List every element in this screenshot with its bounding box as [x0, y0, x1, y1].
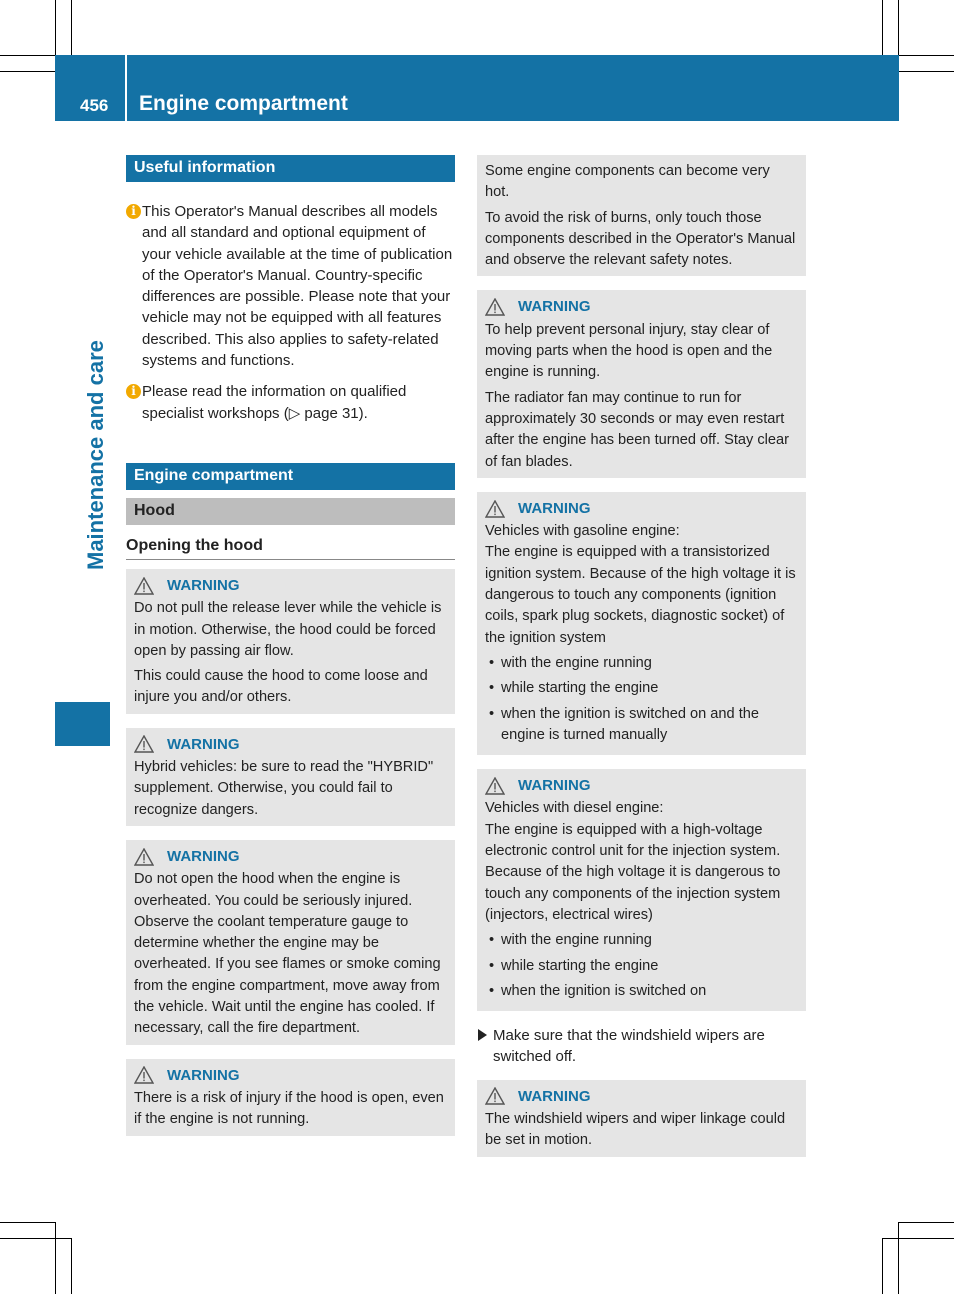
crop-mark	[0, 55, 56, 56]
page-title: Engine compartment	[139, 92, 348, 115]
left-column	[126, 155, 455, 1136]
list-item: • while starting the engine	[485, 678, 798, 699]
crop-mark	[898, 71, 954, 72]
info-paragraph	[126, 201, 455, 371]
warning-text: To help prevent personal injury, stay clear of moving parts when the hood is open and the engine is running.	[485, 321, 773, 381]
warning-triangle-icon	[485, 298, 505, 316]
warning-label: WARNING	[167, 735, 240, 753]
crop-mark	[55, 0, 56, 56]
subheading-opening-the-hood: Opening the hood	[126, 537, 455, 560]
warning-text: The windshield wipers and wiper linkage could be set in motion.	[485, 1110, 786, 1149]
warning-triangle-icon	[485, 777, 505, 795]
page-number: 456	[80, 96, 109, 115]
header-divider	[125, 55, 127, 121]
warning-box	[126, 728, 455, 826]
warning-triangle-icon	[134, 735, 154, 753]
warning-text: This could cause the hood to come loose and injure you and/or others.	[134, 668, 428, 706]
step-text: Make sure that the windshield wipers are switched off.	[493, 1027, 765, 1066]
info-text: Please read the information on qualified specialist workshops (▷ page 31).	[142, 383, 407, 422]
crop-mark	[71, 1238, 72, 1294]
crop-mark	[882, 1238, 883, 1294]
warning-text: Hybrid vehicles: be sure to read the "HYBRID" supplement. Otherwise, you could fail to recognize dangers.	[134, 759, 434, 818]
warning-heading	[134, 1065, 447, 1086]
warning-heading	[485, 1086, 798, 1107]
warning-heading	[485, 296, 798, 317]
warning-text: Some engine components can become very hot.	[485, 163, 770, 201]
bullet-list	[485, 930, 798, 1002]
crop-mark	[898, 1222, 954, 1223]
warning-heading	[134, 575, 447, 596]
warning-triangle-icon	[485, 1087, 505, 1105]
warning-text: Do not open the hood when the engine is overheated. You could be seriously injured. Observe the coolant temperature gauge to determine whether the engine may be overheated. If you see flames or smoke coming from the engine compartment, move away from the vehicle. Wait until the engine has cooled. If necessary, call the fire department.	[134, 871, 441, 1037]
section-heading-engine-compartment: Engine compartment	[126, 463, 455, 490]
step-arrow-icon	[478, 1029, 487, 1041]
subsection-heading-hood: Hood	[126, 498, 455, 525]
info-text: This Operator's Manual describes all models and all standard and optional equipment of your vehicle available at the time of publication of the Operator's Manual. Country-specific differences are possible. Please note that your vehicle may not be equipped with all features described. This also applies to safety-related systems and functions.	[142, 203, 453, 370]
warning-label: WARNING	[167, 847, 240, 865]
warning-box	[477, 290, 806, 477]
instruction-step	[477, 1025, 806, 1068]
crop-mark	[71, 0, 72, 56]
warning-text: The engine is equipped with a transistorized ignition system. Because of the high voltage it is dangerous to touch any components (ignition coils, spark plug sockets, diagnostic socket) of the ignition system	[485, 544, 796, 646]
crop-mark	[0, 1222, 56, 1223]
warning-continuation-box	[477, 155, 806, 276]
warning-text: The radiator fan may continue to run for approximately 30 seconds or may even restart after the engine has been turned off. Stay clear of fan blades.	[485, 389, 789, 470]
warning-label: WARNING	[518, 298, 591, 316]
warning-text: Vehicles with diesel engine:	[485, 800, 664, 817]
warning-triangle-icon	[134, 577, 154, 595]
warning-box	[477, 1080, 806, 1157]
crop-mark	[882, 1238, 954, 1239]
warning-label: WARNING	[167, 1066, 240, 1084]
warning-label: WARNING	[518, 777, 591, 795]
bullet-list	[485, 653, 798, 746]
warning-triangle-icon	[134, 848, 154, 866]
crop-mark	[898, 55, 954, 56]
warning-box	[477, 769, 806, 1011]
warning-text: The engine is equipped with a high-voltage electronic control unit for the injection system. Because of the high voltage it is dangerous to touch any components of the injection system (injectors, electrical wires)	[485, 821, 781, 923]
warning-box	[477, 492, 806, 755]
warning-heading	[134, 734, 447, 755]
warning-text: There is a risk of injury if the hood is open, even if the engine is not running.	[134, 1089, 444, 1128]
crop-mark	[898, 1222, 899, 1294]
warning-label: WARNING	[167, 576, 240, 594]
warning-text: Vehicles with gasoline engine:	[485, 523, 680, 540]
warning-triangle-icon	[134, 1066, 154, 1084]
warning-label: WARNING	[518, 499, 591, 517]
warning-triangle-icon	[485, 500, 505, 518]
warning-box	[126, 840, 455, 1045]
crop-mark	[882, 0, 883, 56]
list-item: • with the engine running	[485, 930, 798, 951]
side-tab-marker	[55, 702, 110, 746]
info-icon: i	[126, 384, 141, 399]
info-paragraph	[126, 381, 455, 424]
list-item: • when the ignition is switched on	[485, 981, 798, 1002]
section-heading-useful-information: Useful information	[126, 155, 455, 182]
warning-label: WARNING	[518, 1087, 591, 1105]
warning-heading	[485, 498, 798, 519]
warning-text: To avoid the risk of burns, only touch those components described in the Operator's Manual and observe the relevant safety notes.	[485, 209, 796, 269]
crop-mark	[0, 71, 56, 72]
crop-mark	[0, 1238, 72, 1239]
right-column	[477, 155, 806, 1157]
list-item: • with the engine running	[485, 653, 798, 674]
warning-box	[126, 1059, 455, 1136]
warning-box	[126, 569, 455, 714]
list-item: • when the ignition is switched on and the engine is turned manually	[485, 704, 798, 747]
warning-text: Do not pull the release lever while the vehicle is in motion. Otherwise, the hood could be forced open by passing air flow.	[134, 600, 442, 659]
side-tab-label: Maintenance and care	[83, 340, 108, 570]
warning-heading	[485, 775, 798, 796]
crop-mark	[55, 1222, 56, 1294]
crop-mark	[898, 0, 899, 56]
list-item: • while starting the engine	[485, 956, 798, 977]
info-icon: i	[126, 204, 141, 219]
warning-heading	[134, 846, 447, 867]
